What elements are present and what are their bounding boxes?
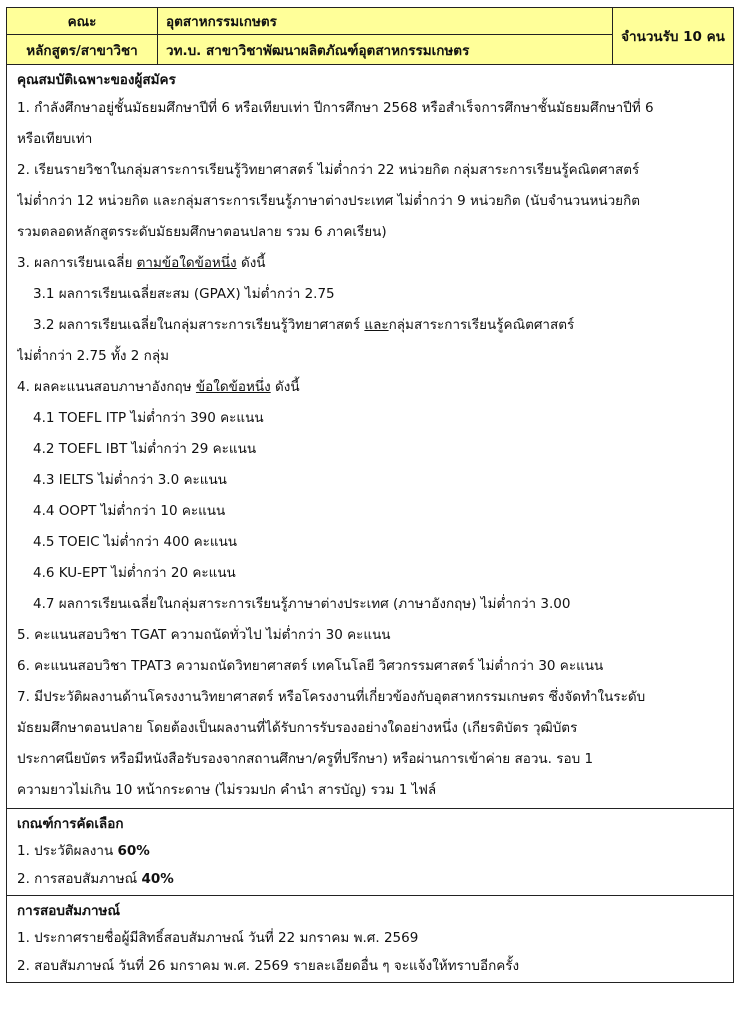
- q3-2-suffix: กลุ่มสาระการเรียนรู้คณิตศาสตร์: [388, 317, 575, 333]
- q3-2-text: 3.2 ผลการเรียนเฉลี่ยในกลุ่มสาระการเรียนรู้วิทยาศาสตร์: [33, 317, 365, 333]
- qualification-4-3: 4.3 IELTS ไม่ต่ำกว่า 3.0 คะแนน: [33, 472, 227, 488]
- criteria-2-text: 2. การสอบสัมภาษณ์: [17, 871, 142, 887]
- qualification-1-line-2: หรือเทียบเท่า: [17, 131, 93, 147]
- criteria-1-percent: 60%: [117, 843, 150, 859]
- qualification-3-2-line-2: ไม่ต่ำกว่า 2.75 ทั้ง 2 กลุ่ม: [17, 348, 170, 364]
- criteria-item-1: [17, 837, 723, 865]
- q4-underlined: ข้อใดข้อหนึ่ง: [195, 379, 271, 395]
- qualification-2-line-1: 2. เรียนรายวิชาในกลุ่มสาระการเรียนรู้วิทยาศาสตร์ ไม่ต่ำกว่า 22 หน่วยกิต กลุ่มสาระการเรียนรู้คณิตศาสตร์: [17, 162, 640, 178]
- qualification-4-6: 4.6 KU-EPT ไม่ต่ำกว่า 20 คะแนน: [33, 565, 236, 581]
- program-value: วท.บ. สาขาวิชาพัฒนาผลิตภัณฑ์อุตสาหกรรมเกษตร: [158, 35, 613, 65]
- qualification-4-7: 4.7 ผลการเรียนเฉลี่ยในกลุ่มสาระการเรียนรู้ภาษาต่างประเทศ (ภาษาอังกฤษ) ไม่ต่ำกว่า 3.00: [33, 596, 571, 612]
- qualification-3-1: 3.1 ผลการเรียนเฉลี่ยสะสม (GPAX) ไม่ต่ำกว่า 2.75: [33, 286, 335, 302]
- qualification-3: [17, 248, 723, 279]
- qualification-4-5: 4.5 TOEIC ไม่ต่ำกว่า 400 คะแนน: [33, 534, 238, 550]
- faculty-label: คณะ: [7, 8, 158, 35]
- qualification-4-2: 4.2 TOEFL IBT ไม่ต่ำกว่า 29 คะแนน: [33, 441, 257, 457]
- faculty-value: อุตสาหกรรมเกษตร: [158, 8, 613, 35]
- q4-text: 4. ผลคะแนนสอบภาษาอังกฤษ: [17, 379, 196, 395]
- q3-text: 3. ผลการเรียนเฉลี่ย: [17, 255, 137, 271]
- qualification-7-line-2: มัธยมศึกษาตอนปลาย โดยต้องเป็นผลงานที่ได้รับการรับรองอย่างใดอย่างหนึ่ง (เกียรติบัตร วุฒิบัตร: [17, 720, 578, 736]
- header-table: [6, 7, 734, 65]
- qualification-7-line-3: ประกาศนียบัตร หรือมีหนังสือรับรองจากสถานศึกษา/ครูที่ปรึกษา) หรือผ่านการเข้าค่าย สอวน. รอบ 1: [17, 751, 594, 767]
- q3-suffix: ดังนี้: [236, 255, 266, 271]
- qualification-7-line-4: ความยาวไม่เกิน 10 หน้ากระดาษ (ไม่รวมปก คำนำ สารบัญ) รวม 1 ไฟล์: [17, 782, 437, 798]
- criteria-section: [6, 809, 734, 896]
- q3-2-underlined: และ: [364, 317, 389, 333]
- quota-cell: จำนวนรับ 10 คน: [613, 8, 734, 65]
- interview-title: การสอบสัมภาษณ์: [17, 903, 120, 919]
- qualification-4: [17, 372, 723, 403]
- qualification-5: 5. คะแนนสอบวิชา TGAT ความถนัดทั่วไป ไม่ต่ำกว่า 30 คะแนน: [17, 627, 391, 643]
- qualification-4-1: 4.1 TOEFL ITP ไม่ต่ำกว่า 390 คะแนน: [33, 410, 264, 426]
- qualifications-section: [6, 65, 734, 809]
- admission-document: [6, 7, 734, 983]
- qualifications-title: คุณสมบัติเฉพาะของผู้สมัคร: [17, 72, 176, 88]
- program-label: หลักสูตร/สาขาวิชา: [7, 35, 158, 65]
- q3-underlined: ตามข้อใดข้อหนึ่ง: [136, 255, 237, 271]
- criteria-title: เกณฑ์การคัดเลือก: [17, 816, 124, 832]
- qualification-1-line-1: 1. กำลังศึกษาอยู่ชั้นมัธยมศึกษาปีที่ 6 หรือเทียบเท่า ปีการศึกษา 2568 หรือสำเร็จการศึกษาชั้นมัธยมศึกษาปีที่ 6: [17, 100, 654, 116]
- qualification-2-line-3: รวมตลอดหลักสูตรระดับมัธยมศึกษาตอนปลาย รวม 6 ภาคเรียน): [17, 224, 387, 240]
- q4-suffix: ดังนี้: [270, 379, 300, 395]
- criteria-item-2: [17, 865, 723, 893]
- criteria-2-percent: 40%: [141, 871, 174, 887]
- qualification-7-line-1: 7. มีประวัติผลงานด้านโครงงานวิทยาศาสตร์ หรือโครงงานที่เกี่ยวข้องกับอุตสาหกรรมเกษตร ซึ่งจัดทำในระดับ: [17, 689, 646, 705]
- qualification-4-4: 4.4 OOPT ไม่ต่ำกว่า 10 คะแนน: [33, 503, 226, 519]
- interview-item-1: 1. ประกาศรายชื่อผู้มีสิทธิ์สอบสัมภาษณ์ วันที่ 22 มกราคม พ.ศ. 2569: [17, 930, 419, 946]
- criteria-1-text: 1. ประวัติผลงาน: [17, 843, 118, 859]
- qualification-6: 6. คะแนนสอบวิชา TPAT3 ความถนัดวิทยาศาสตร์ เทคโนโลยี วิศวกรรมศาสตร์ ไม่ต่ำกว่า 30 คะแนน: [17, 658, 604, 674]
- qualification-2-line-2: ไม่ต่ำกว่า 12 หน่วยกิต และกลุ่มสาระการเรียนรู้ภาษาต่างประเทศ ไม่ต่ำกว่า 9 หน่วยกิต (นับจำนวนหน่วยกิต: [17, 193, 641, 209]
- qualification-3-2: [17, 310, 723, 341]
- interview-item-2: 2. สอบสัมภาษณ์ วันที่ 26 มกราคม พ.ศ. 2569 รายละเอียดอื่น ๆ จะแจ้งให้ทราบอีกครั้ง: [17, 958, 520, 974]
- interview-section: [6, 896, 734, 983]
